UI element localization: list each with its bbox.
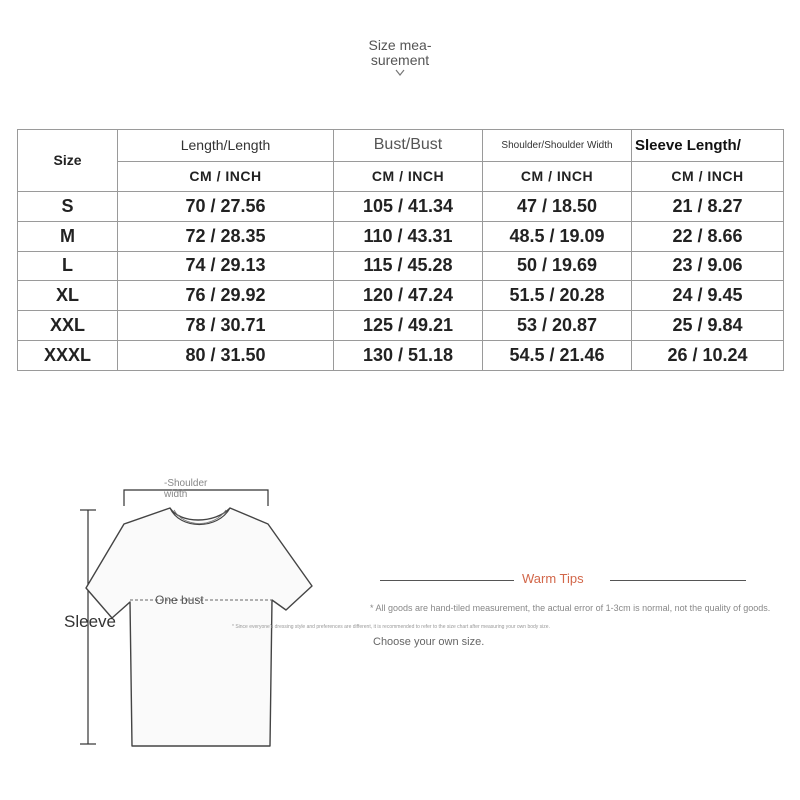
row-shoulder: 47 / 18.50 [483,191,632,221]
tip-measurement-error: * All goods are hand-tiled measurement, the actual error of 1-3cm is normal, not the quality of goods. [370,603,771,613]
tshirt-measurement-diagram [0,440,360,760]
size-column-header: Size [18,130,118,192]
table-header-row [18,130,784,162]
row-bust: 110 / 43.31 [334,221,483,251]
table-row [18,191,784,221]
shoulder-label-line-2: width [164,489,188,500]
size-measurement-header [330,38,470,78]
table-row [18,251,784,281]
row-size: S [18,191,118,221]
row-size: M [18,221,118,251]
row-sleeve: 21 / 8.27 [632,191,784,221]
unit-bust: CM / INCH [334,161,483,191]
shoulder-label-line-1: -Shoulder [164,478,208,489]
table-row [18,281,784,311]
column-header-shoulder: Shoulder/Shoulder Width [483,130,632,162]
row-length: 76 / 29.92 [118,281,334,311]
table-row [18,341,784,371]
sleeve-label: Sleeve [64,612,116,631]
table-row [18,311,784,341]
tip-size-recommendation: * Since everyone's dressing style and preferences are different, it is recommended to refer to the size chart after measuring your own body size. [232,624,550,630]
column-header-length: Length/Length [118,130,334,162]
unit-sleeve: CM / INCH [632,161,784,191]
row-bust: 115 / 45.28 [334,251,483,281]
chevron-down-icon [393,68,407,78]
header-line-1: Size mea- [368,37,432,53]
row-length: 74 / 29.13 [118,251,334,281]
row-bust: 105 / 41.34 [334,191,483,221]
warm-tips-title: Warm Tips [522,571,584,586]
unit-shoulder: CM / INCH [483,161,632,191]
row-size: L [18,251,118,281]
row-bust: 130 / 51.18 [334,341,483,371]
row-shoulder: 51.5 / 20.28 [483,281,632,311]
row-sleeve: 26 / 10.24 [632,341,784,371]
row-length: 70 / 27.56 [118,191,334,221]
column-header-sleeve: Sleeve Length/ [632,130,784,162]
tip-choose-size: Choose your own size. [373,636,485,648]
row-size: XXL [18,311,118,341]
row-shoulder: 50 / 19.69 [483,251,632,281]
row-shoulder: 53 / 20.87 [483,311,632,341]
table-unit-row [18,161,784,191]
warm-tips-heading [380,570,746,590]
unit-length: CM / INCH [118,161,334,191]
row-bust: 120 / 47.24 [334,281,483,311]
divider-left [380,580,514,581]
size-chart-table [17,129,784,371]
column-header-bust: Bust/Bust [334,130,483,162]
row-bust: 125 / 49.21 [334,311,483,341]
row-shoulder: 48.5 / 19.09 [483,221,632,251]
divider-right [610,580,746,581]
row-length: 72 / 28.35 [118,221,334,251]
row-sleeve: 22 / 8.66 [632,221,784,251]
row-sleeve: 24 / 9.45 [632,281,784,311]
header-line-2: surement [370,52,430,68]
row-shoulder: 54.5 / 21.46 [483,341,632,371]
shoulder-width-label [164,478,224,500]
row-size: XL [18,281,118,311]
row-length: 78 / 30.71 [118,311,334,341]
row-length: 80 / 31.50 [118,341,334,371]
row-sleeve: 25 / 9.84 [632,311,784,341]
table-row [18,221,784,251]
bust-label: One bust [155,593,204,607]
row-sleeve: 23 / 9.06 [632,251,784,281]
row-size: XXXL [18,341,118,371]
